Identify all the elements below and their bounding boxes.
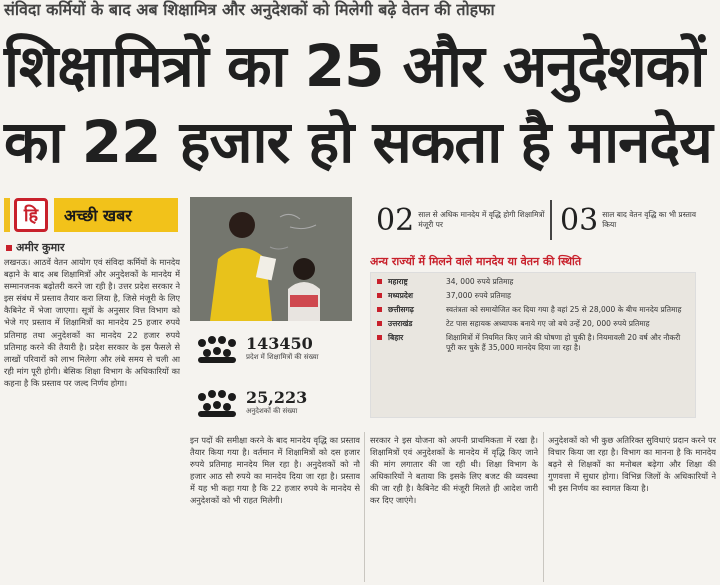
fact-number: 02 — [376, 202, 415, 238]
table-row — [377, 277, 689, 287]
article-column-1: लखनऊ। आठवें वेतन आयोग एवं संविदा कर्मियों के मानदेय बढ़ाने के बाद अब शिक्षामित्रों और अनुदेशकों के मानदेय में सम्मानजनक बढ़ोतरी करने जा रही है। उत्तर प्रदेश सरकार ने इस संबंध में प्रस्ताव तैयार करा लिया है, जिसे मंजूरी के लिए कैबिनेट में भेजा जाएगा। सूत्रों के अनुसार वित्त विभाग को भेजे गए प्रस्ताव में शिक्षामित्रों का मानदेय 25 हजार रुपये प्रतिमाह तथा अनुदेशकों का मानदेय 22 हजार रुपये प्रतिमाह करने की तैयारी है। प्रदेश सरकार के इस फैसले से लाखों परिवारों को लाभ मिलेगा और लंबे समय से चली आ रही मांग पूरी होगी। बेसिक शिक्षा विभाग के अधिकारियों का कहना है कि प्रस्ताव पर जल्द निर्णय होगा। — [4, 257, 180, 388]
table-title: अन्य राज्यों में मिलने वाले मानदेय या वेतन की स्थिति — [370, 255, 582, 268]
stat-anudeshak — [194, 382, 354, 422]
byline: अमीर कुमार — [6, 240, 65, 255]
table-row — [377, 305, 689, 315]
state-name: छत्तीसगढ़ — [388, 305, 414, 314]
logo-strip — [4, 196, 178, 234]
state-name: बिहार — [388, 333, 404, 342]
state-name: उत्तराखंड — [388, 319, 413, 328]
table-row — [377, 291, 689, 301]
section-tag: अच्छी खबर — [54, 198, 178, 232]
state-name: महाराष्ट्र — [388, 277, 408, 286]
bullet-icon — [377, 279, 382, 284]
crowd-icon — [194, 385, 240, 419]
fact-number: 03 — [560, 202, 599, 238]
column-divider — [543, 432, 544, 582]
table-row — [377, 333, 689, 353]
table-row — [377, 319, 689, 329]
bullet-icon — [377, 335, 382, 340]
state-detail: 34, 000 रुपये प्रतिमाह — [446, 277, 514, 286]
classroom-photo — [190, 197, 352, 321]
headline-line-2: का 22 हजार हो सकता है मानदेय — [4, 108, 712, 176]
column-divider — [364, 432, 365, 582]
article-column-4: अनुदेशकों को भी कुछ अतिरिक्त सुविधाएं प्रदान करने पर विचार किया जा रहा है। विभाग का मानना है कि मानदेय बढ़ने से शिक्षकों का मनोबल बढ़ेगा और शिक्षा की गुणवत्ता में सुधार होगा। विभिन्न जिलों के अधिकारियों ने भी इस निर्णय का स्वागत किया है। — [548, 435, 716, 494]
stat-value: 143450 — [246, 334, 313, 353]
stat-caption: प्रदेश में शिक्षामित्रों की संख्या — [246, 353, 319, 361]
bullet-icon — [377, 321, 382, 326]
state-detail: शिक्षामित्रों में नियमित किए जाने की घोषणा हो चुकी है। नियमावली 20 वर्ष और नौकरी पूरी कर चुके हैं 35,000 मानदेय दिया जा रहा है। — [446, 333, 681, 352]
state-name: मध्यप्रदेश — [388, 291, 414, 300]
state-detail: 37,000 रुपये प्रतिमाह — [446, 291, 512, 300]
fact-box-1 — [376, 200, 552, 240]
stat-value: 25,223 — [246, 388, 308, 407]
stat-shikshamitra — [194, 328, 354, 368]
article-column-2: इन पदों की समीक्षा करने के बाद मानदेय वृद्धि का प्रस्ताव तैयार किया गया है। वर्तमान में शिक्षामित्रों को दस हजार रुपये प्रतिमाह मानदेय मिल रहा है। अनुदेशकों को नौ हजार आठ सौ रुपये का मानदेय दिया जा रहा है। प्रस्ताव में यह भी कहा गया है कि 22 हजार रुपये के मानदेय से अनुदेशकों को भी राहत मिलेगी। — [190, 435, 360, 506]
state-detail: टेट पास सहायक अध्यापक बनाये गए जो बचे उन्हें 20, 000 रुपये प्रतिमाह — [446, 319, 650, 328]
newspaper-logo: हि — [14, 198, 48, 232]
state-detail: स्वतंत्रता को समायोजित कर दिया गया है वहां 25 से 28,000 के बीच मानदेय प्रतिमाह — [446, 305, 682, 314]
state-comparison-table — [370, 272, 696, 418]
crowd-icon — [194, 331, 240, 365]
headline — [4, 28, 716, 180]
kicker-line: संविदा कर्मियों के बाद अब शिक्षामित्र और अनुदेशकों को मिलेगी बढ़े वेतन की तोहफा — [4, 0, 495, 19]
headline-line-1: शिक्षामित्रों का 25 और अनुदेशकों — [4, 32, 705, 100]
bullet-icon — [377, 307, 382, 312]
fact-text: साल से अधिक मानदेय में वृद्धि होगी शिक्षामित्रों मंजूरी पर — [418, 210, 545, 229]
bullet-icon — [377, 293, 382, 298]
fact-box-2 — [560, 200, 710, 240]
fact-text: साल बाद वेतन वृद्धि का भी प्रस्ताव किया — [602, 210, 696, 229]
logo-bar — [4, 198, 10, 232]
stat-caption: अनुदेशकों की संख्या — [246, 407, 298, 415]
article-column-3: सरकार ने इस योजना को अपनी प्राथमिकता में रखा है। शिक्षामित्रों एवं अनुदेशकों के मानदेय में वृद्धि किए जाने की मांग लगातार की जा रही थी। शिक्षा विभाग के अधिकारियों ने बताया कि इसके लिए बजट की व्यवस्था की जा रही है। कैबिनेट की मंजूरी मिलते ही आदेश जारी कर दिए जाएंगे। — [370, 435, 538, 506]
